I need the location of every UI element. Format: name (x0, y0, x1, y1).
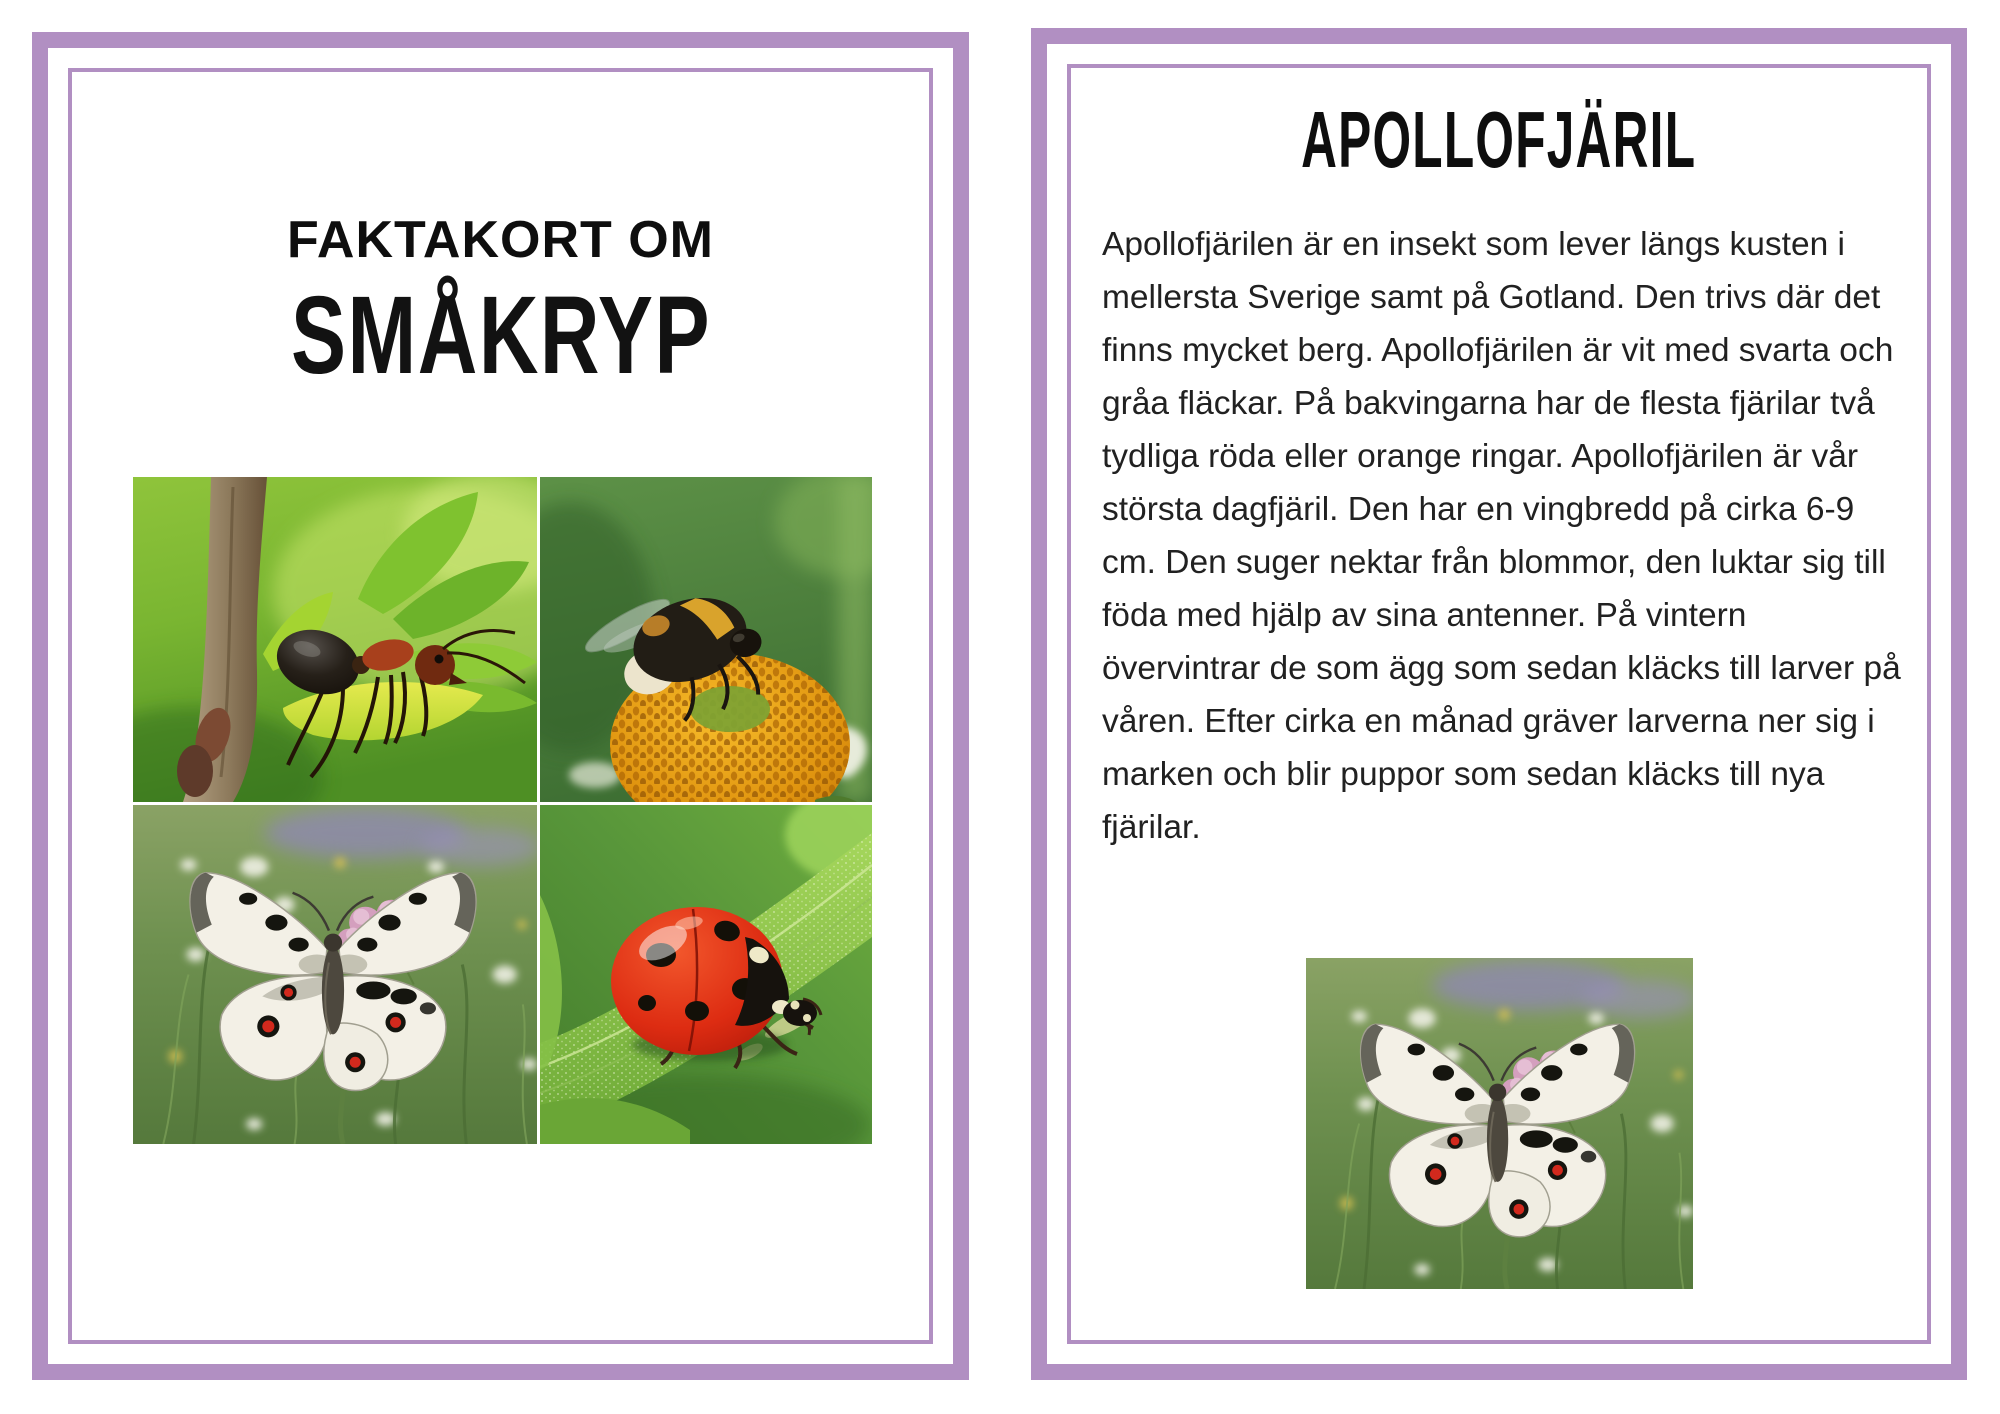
right-page-title: APOLLOFJÄRIL (1301, 95, 1697, 184)
butterfly-photo-small (133, 805, 537, 1144)
butterfly-photo-large (1306, 958, 1693, 1289)
fact-text: Apollofjärilen är en insekt som lever längs kusten i mellersta Sverige samt på Gotland. Den trivs där det finns mycket berg. Apollofjärilen är vit med svarta och gråa fläckar. På bakvingarna har de flesta fjärilar två tydliga röda eller orange ringar. Apollofjärilen är vår största dagfjäril. Den har en vingbredd på cirka 6-9 cm. Den suger nektar från blommor, den luktar sig till föda med hjälp av sina antenner. På vintern övervintrar de som ägg som sedan kläcks till larver på våren. Efter cirka en månad gräver larverna ner sig i marken och blir puppor som sedan kläcks till nya fjärilar. (1102, 225, 1901, 846)
ladybug-photo (540, 805, 872, 1144)
ant-photo (133, 477, 537, 802)
butterfly-photo-illustration (133, 805, 537, 1144)
bumblebee-photo-illustration (540, 477, 872, 802)
right-page-title-block (1047, 95, 1951, 184)
left-page-title: SMÅKRYP (290, 274, 711, 397)
ladybug-photo-illustration (540, 805, 872, 1144)
right-page (1031, 28, 1967, 1380)
left-page-subtitle: FAKTAKORT OM (287, 211, 714, 269)
photo-grid (133, 477, 872, 1144)
butterfly-photo-illustration-large (1306, 958, 1693, 1289)
ant-photo-illustration (133, 477, 537, 802)
left-page (32, 32, 969, 1380)
left-page-title-block (48, 208, 953, 397)
bumblebee-photo (540, 477, 872, 802)
